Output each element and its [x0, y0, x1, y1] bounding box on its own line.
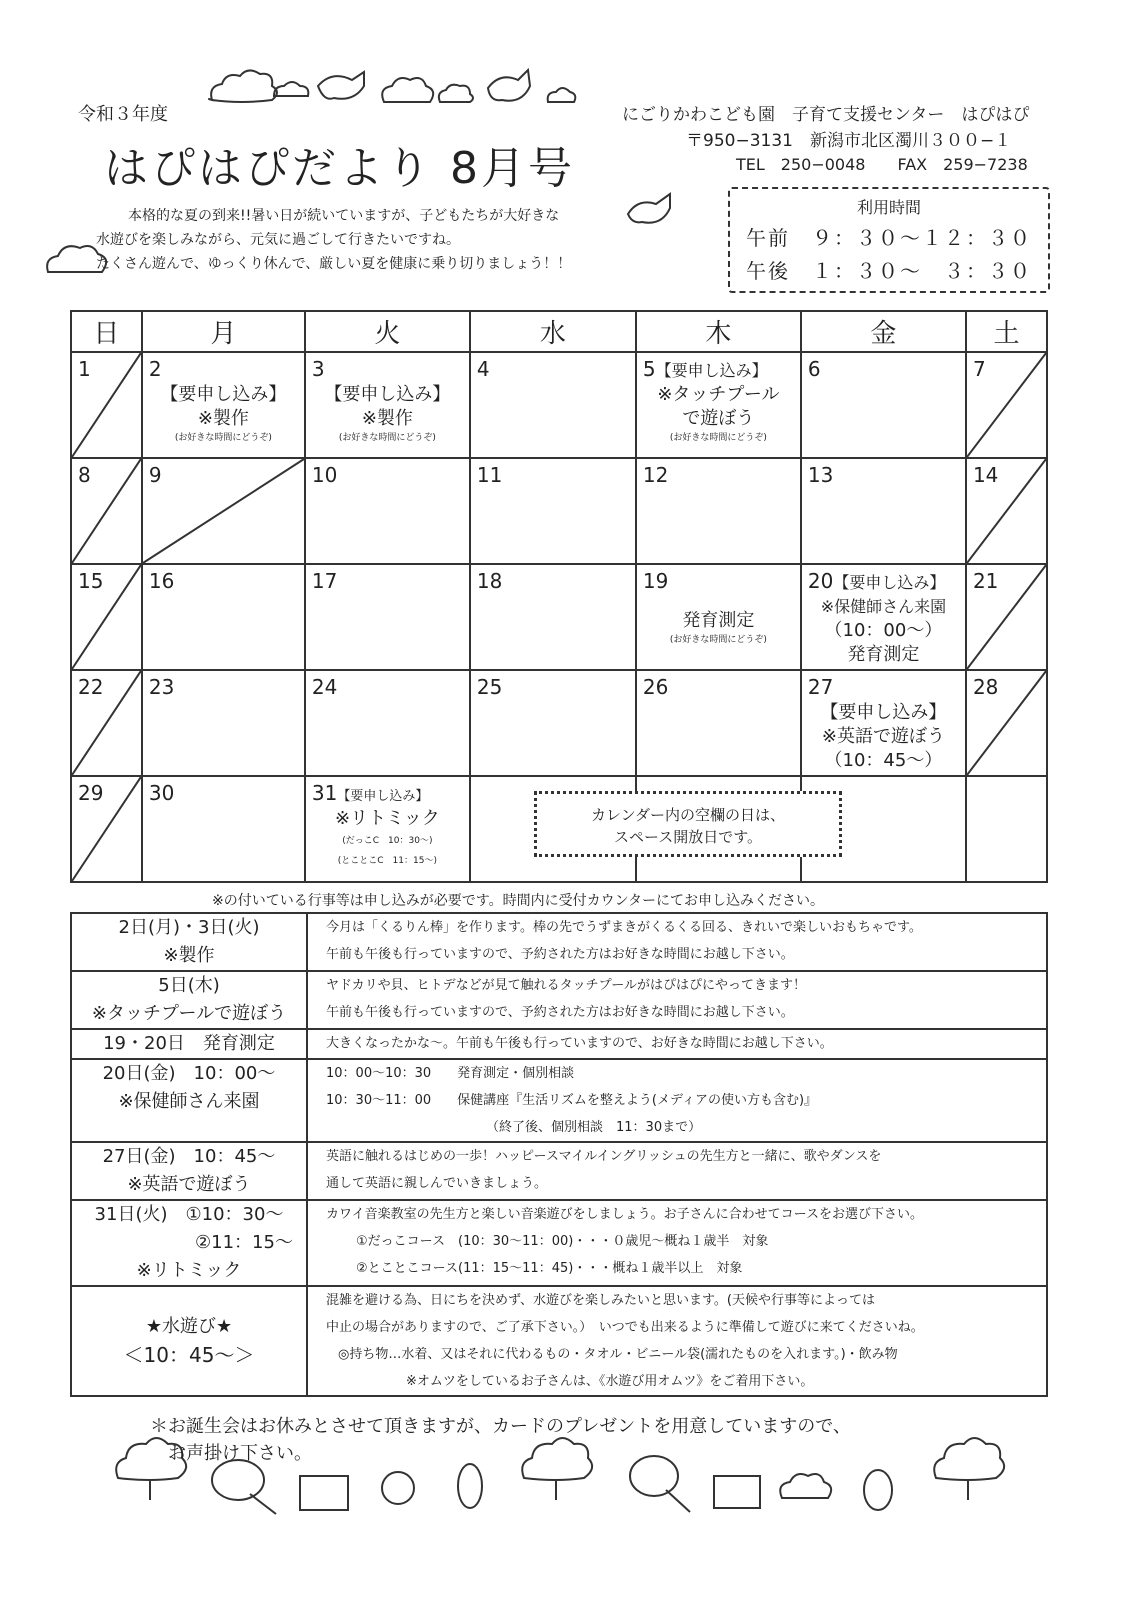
opening-hours-box: [728, 187, 1050, 293]
bird-icon: [488, 70, 530, 101]
day-number: 4: [476, 357, 490, 381]
day-cell-closed: [142, 458, 305, 564]
intro-line: 水遊びを楽しみながら、元気に過ごして行きたいですね。: [96, 232, 460, 248]
calendar-week: [71, 352, 1047, 458]
day-number: 7: [972, 357, 986, 381]
sun-icon: [382, 1472, 414, 1504]
day-cell: [470, 564, 636, 670]
detail-title: 19・20日 発育測定: [103, 1033, 275, 1054]
intro-line: たくさん遊んで、ゆっくり休んで、厳しい夏を健康に乗り切りましょう！！: [96, 256, 572, 272]
detail-text: [307, 1286, 1047, 1396]
day-cell: [305, 458, 470, 564]
cloud-icon: [274, 82, 308, 96]
day-number: 29: [78, 781, 104, 805]
day-number: 30: [148, 781, 175, 805]
detail-line: ※オムツをしているお子さんは、《水遊び用オムツ》をご着用下さい。: [406, 1374, 814, 1389]
detail-title: ※製作: [163, 945, 215, 966]
detail-title: ※リトミック: [136, 1260, 242, 1281]
day-cell: [801, 564, 966, 670]
event-tag: 【要申し込み】: [324, 384, 451, 405]
day-cell: [636, 352, 801, 458]
day-event: [306, 807, 469, 871]
day-event: [802, 701, 965, 773]
open-space-note: [534, 791, 842, 857]
event-title: ※保健師さん来園: [820, 597, 947, 616]
detail-row: [71, 971, 1047, 1029]
day-cell-closed: [71, 458, 142, 564]
day-cell: [305, 352, 470, 458]
day-event: [637, 609, 800, 647]
birthday-line: ＊お誕生会はお休みとさせて頂きますが、カードのプレゼントを用意していますので、: [150, 1416, 851, 1437]
day-number: 27: [807, 675, 834, 699]
note-line: スペース開放日です。: [613, 828, 763, 846]
detail-text: [307, 913, 1047, 971]
day-cell: [470, 352, 636, 458]
calendar-week: [71, 670, 1047, 776]
day-cell-closed: [71, 670, 142, 776]
day-number: 2: [148, 357, 162, 381]
day-cell: [801, 670, 966, 776]
toolbox-icon: [300, 1476, 348, 1510]
hours-pm: 午後 １：３０〜 ３：３０: [746, 259, 1032, 283]
day-cell-closed: [966, 670, 1047, 776]
day-cell: [142, 352, 305, 458]
detail-line: 今月は「くるりん棒」を作ります。棒の先でうずまきがくるくる回る、きれいで楽しいおもちゃです。: [326, 920, 922, 935]
birthday-note: [150, 1413, 851, 1467]
day-event: [637, 383, 800, 445]
detail-date: 20日(金) 10：00〜: [102, 1063, 276, 1084]
detail-line: ①だっこコース (10：30〜11：00)・・・０歳児〜概ね１歳半 対象: [356, 1234, 769, 1249]
day-number: 16: [148, 569, 175, 593]
event-tag: 【要申し込み】: [820, 702, 947, 723]
detail-line: ◎持ち物…水着、又はそれに代わるもの・タオル・ビニール袋(濡れたものを入れます。)・飲み物: [338, 1347, 898, 1362]
intro-line: 本格的な夏の到来!!暑い日が続いていますが、子どもたちが大好きな: [128, 208, 560, 224]
event-title: ※製作: [361, 408, 413, 429]
day-number: 23: [148, 675, 175, 699]
event-note: (お好きな時間にどうぞ): [174, 433, 272, 443]
weekday-tue: 火: [305, 311, 470, 352]
day-cell: [305, 776, 470, 882]
detail-line: 10：30〜11：00 保健講座『生活リズムを整えよう(メディアの使い方も含む)』: [326, 1093, 818, 1108]
event-title: ※タッチプール: [657, 384, 780, 405]
day-cell: [142, 776, 305, 882]
event-note: (お好きな時間にどうぞ): [669, 433, 767, 443]
day-cell: [142, 670, 305, 776]
cloud-icon: [209, 70, 277, 102]
birthday-line: お声掛け下さい。: [168, 1443, 312, 1464]
day-number: 21: [972, 569, 999, 593]
detail-title: ★水遊び★: [145, 1316, 233, 1337]
day-number: 26: [642, 675, 669, 699]
event-tag: 【要申し込み】: [160, 384, 287, 405]
event-details-table: [70, 912, 1048, 1397]
event-title: ※リトミック: [335, 808, 440, 829]
detail-text: [307, 971, 1047, 1029]
weekday-sat: 土: [966, 311, 1047, 352]
detail-line: 中止の場合がありますので、ご了承下さい。） いつでも出来るように準備して遊びに来てくださいね。: [326, 1320, 924, 1335]
day-number-value: 31: [311, 781, 338, 805]
detail-title: ※タッチプールで遊ぼう: [91, 1003, 287, 1024]
day-cell-closed: [71, 564, 142, 670]
day-number: 15: [78, 569, 104, 593]
day-number: [808, 569, 945, 593]
detail-title: ※保健師さん来園: [118, 1091, 260, 1112]
event-title: ※製作: [197, 408, 249, 429]
era-label: 令和３年度: [78, 104, 168, 125]
page-title: はぴはぴだより 8月号: [104, 143, 575, 194]
detail-date: 5日(木): [158, 975, 220, 996]
hours-title: 利用時間: [856, 198, 921, 217]
event-title: で遊ぼう: [682, 408, 755, 429]
day-number: 24: [311, 675, 338, 699]
day-cell: [305, 670, 470, 776]
registration-note: ※の付いている行事等は申し込みが必要です。時間内に受付カウンターにてお申し込みください。: [212, 893, 825, 909]
event-time: （10：00〜）: [824, 620, 943, 641]
detail-line: 午前も午後も行っていますので、予約された方はお好きな時間にお越し下さい。: [326, 1005, 794, 1020]
detail-row: [71, 1059, 1047, 1142]
day-number: 3: [311, 357, 325, 381]
detail-row: [71, 913, 1047, 971]
event-note: (お好きな時間にどうぞ): [338, 433, 436, 443]
detail-label: [71, 1029, 307, 1059]
day-number: 25: [476, 675, 503, 699]
day-cell: [142, 564, 305, 670]
contact-numbers: TEL 250−0048 FAX 259−7238: [736, 155, 1028, 174]
weekday-mon: 月: [142, 311, 305, 352]
detail-date: 31日(火) ①10：30〜: [94, 1204, 284, 1225]
detail-text: [307, 1029, 1047, 1059]
detail-row: [71, 1142, 1047, 1200]
detail-line: カワイ音楽教室の先生方と楽しい音楽遊びをしましょう。お子さんに合わせてコースをお選び下さい。: [326, 1207, 923, 1222]
day-number: 14: [972, 463, 999, 487]
detail-line: 午前も午後も行っていますので、予約された方はお好きな時間にお越し下さい。: [326, 947, 794, 962]
weekday-thu: 木: [636, 311, 801, 352]
note-line: カレンダー内の空欄の日は、: [590, 806, 786, 824]
detail-date: 27日(金) 10：45〜: [102, 1146, 276, 1167]
day-cell-closed: [966, 564, 1047, 670]
detail-text: [307, 1142, 1047, 1200]
day-number: 8: [78, 463, 91, 487]
detail-label: [71, 1142, 307, 1200]
day-number: 12: [642, 463, 669, 487]
day-number-value: 5: [642, 357, 656, 381]
day-event: [306, 383, 469, 445]
detail-line: 10：00〜10：30 発育測定・個別相談: [326, 1066, 575, 1081]
address: 〒950−3131 新潟市北区濁川３００−１: [686, 131, 1012, 151]
day-cell: [801, 458, 966, 564]
event-tag: 【要申し込み】: [833, 573, 946, 592]
day-number: 9: [148, 463, 162, 487]
event-title: 発育測定: [682, 610, 755, 631]
day-cell-closed: [71, 352, 142, 458]
day-number: 17: [311, 569, 338, 593]
detail-row: [71, 1286, 1047, 1396]
bird-icon: [628, 194, 670, 223]
detail-line: （終了後、個別相談 11：30まで）: [486, 1120, 702, 1135]
day-cell: [966, 776, 1047, 882]
organization-name: にごりかわこども園 子育て支援センター はぴはぴ: [622, 105, 1030, 125]
day-event: [143, 383, 304, 445]
event-time: （10：45〜）: [824, 750, 943, 771]
day-cell: [636, 564, 801, 670]
cicada-icon: [458, 1464, 482, 1508]
event-title: ※英語で遊ぼう: [821, 726, 945, 747]
weekday-header: [71, 311, 1047, 352]
day-number: 18: [476, 569, 503, 593]
event-title: 発育測定: [847, 644, 920, 665]
day-number-value: 20: [807, 569, 834, 593]
day-number: 6: [807, 357, 821, 381]
day-cell-closed: [966, 458, 1047, 564]
day-number: 22: [78, 675, 104, 699]
detail-time: ＜10：45〜＞: [123, 1343, 255, 1367]
day-number: 11: [476, 463, 503, 487]
detail-label: [71, 1059, 307, 1142]
event-tag: 【要申し込み】: [655, 361, 768, 380]
day-cell: [801, 352, 966, 458]
event-note: (だっこC 10：30〜): [342, 836, 433, 846]
detail-text: [307, 1200, 1047, 1286]
cloud-icon: [780, 1474, 831, 1498]
detail-line: 大きくなったかな〜。午前も午後も行っていますので、お好きな時間にお越し下さい。: [326, 1036, 833, 1051]
detail-date: ②11：15〜: [195, 1232, 293, 1253]
day-number: 19: [642, 569, 669, 593]
weekday-wed: 水: [470, 311, 636, 352]
detail-line: 英語に触れるはじめの一歩！ハッピースマイルイングリッシュの先生方と一緒に、歌やダンスを: [326, 1149, 882, 1164]
closed-slash: [143, 459, 304, 563]
detail-line: 通して英語に親しんでいきましょう。: [326, 1176, 548, 1191]
day-cell-closed: [966, 352, 1047, 458]
detail-row: [71, 1029, 1047, 1059]
detail-label: [71, 913, 307, 971]
detail-line: ②とことこコース(11：15〜11：45)・・・概ね１歳半以上 対象: [356, 1261, 743, 1276]
day-number: [312, 781, 428, 805]
day-cell: [305, 564, 470, 670]
beetle-icon: [864, 1470, 892, 1510]
cloud-icon: [382, 78, 433, 102]
tree-icon: [934, 1438, 1004, 1500]
toolbox-icon: [714, 1476, 760, 1508]
weekday-fri: 金: [801, 311, 966, 352]
day-cell: [470, 458, 636, 564]
detail-line: ヤドカリや貝、ヒトデなどが見て触れるタッチプールがはぴはぴにやってきます！: [326, 978, 806, 993]
day-number: 28: [972, 675, 999, 699]
day-event: [802, 595, 965, 667]
event-note: (お好きな時間にどうぞ): [669, 635, 767, 645]
detail-line: 混雑を避ける為、日にちを決めず、水遊びを楽しみたいと思います。(天候や行事等によっては: [326, 1293, 875, 1308]
detail-text: [307, 1059, 1047, 1142]
event-tag: 【要申し込み】: [337, 789, 429, 804]
day-number: 13: [807, 463, 834, 487]
calendar-week: [71, 458, 1047, 564]
detail-label: [71, 971, 307, 1029]
day-cell: [636, 670, 801, 776]
intro-text: [96, 204, 572, 276]
cloud-icon: [548, 88, 576, 102]
hours-am: 午前 ９：３０〜１２：３０: [746, 226, 1032, 250]
day-cell-closed: [71, 776, 142, 882]
bird-icon: [318, 72, 364, 99]
detail-label: [71, 1200, 307, 1286]
day-cell: [470, 670, 636, 776]
detail-title: ※英語で遊ぼう: [127, 1174, 251, 1195]
cloud-icon: [439, 85, 473, 102]
day-number: [643, 357, 768, 381]
detail-label: [71, 1286, 307, 1396]
detail-row: [71, 1200, 1047, 1286]
calendar-week: [71, 564, 1047, 670]
day-cell: [636, 458, 801, 564]
day-number: 10: [311, 463, 338, 487]
event-note: (とことこC 11：15〜): [337, 856, 437, 866]
weekday-sun: 日: [71, 311, 142, 352]
day-number: 1: [78, 357, 91, 381]
detail-date: 2日(月)・3日(火): [118, 917, 260, 938]
